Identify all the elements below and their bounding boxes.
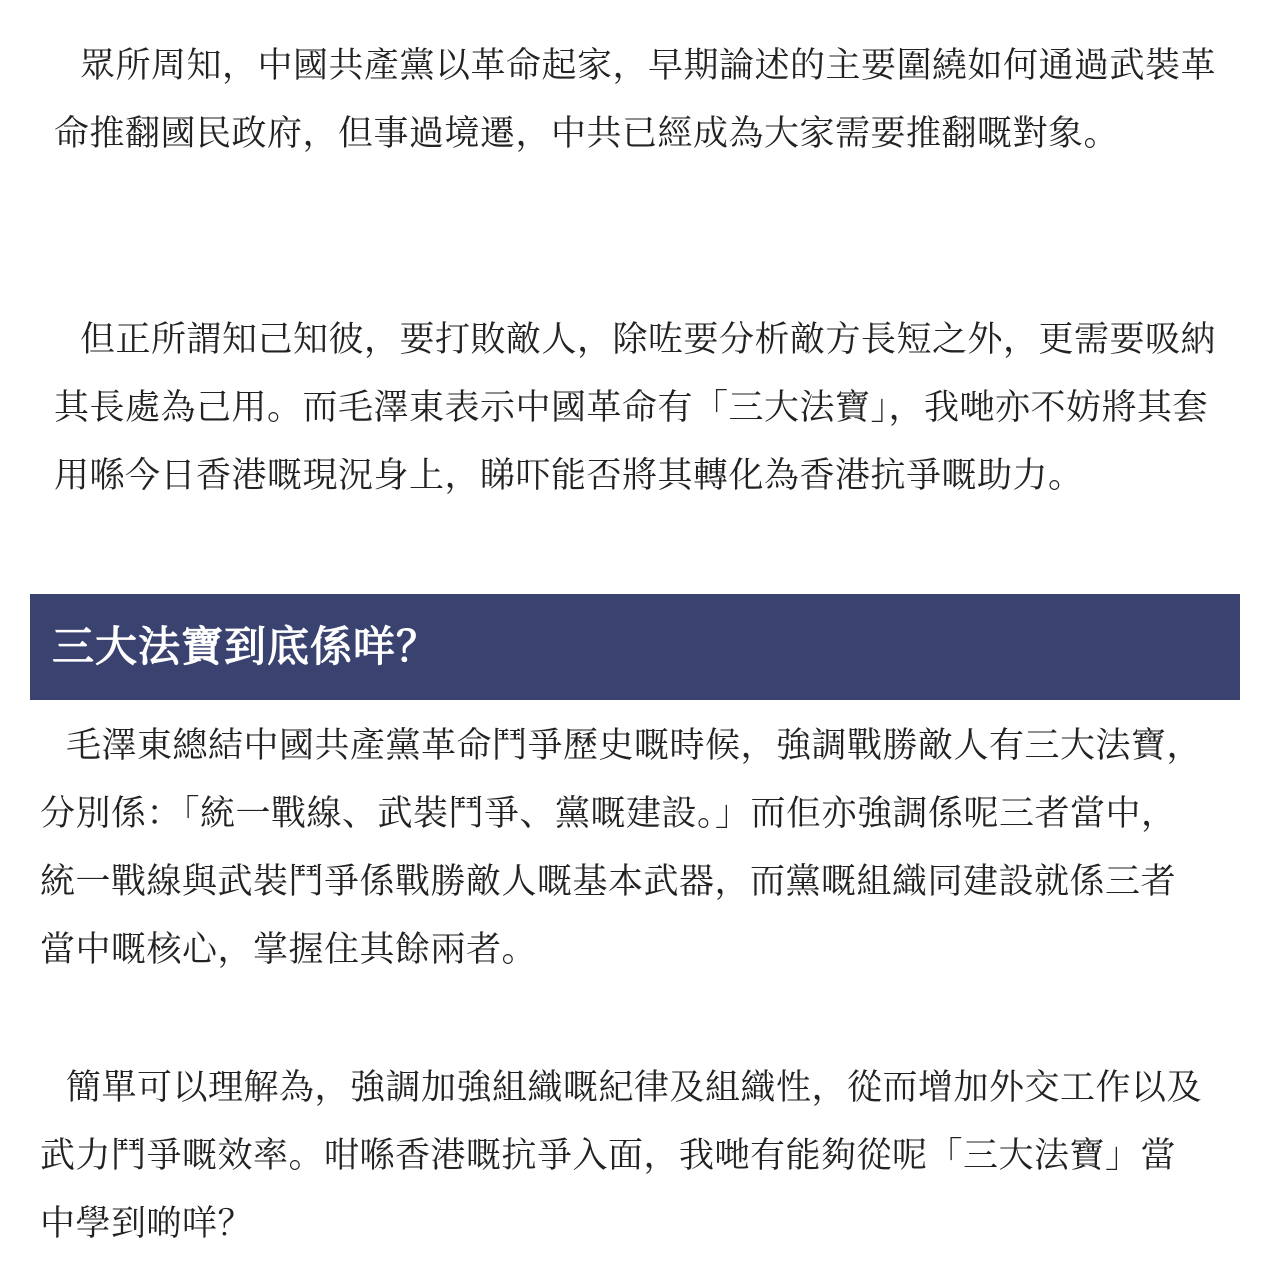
intro-paragraph-1 <box>54 32 1224 168</box>
section-paragraph-1 <box>40 712 1210 984</box>
intro-paragraph-1-text: 眾所周知，中國共產黨以革命起家，早期論述的主要圍繞如何通過武裝革命推翻國民政府，但事過境遷，中共已經成為大家需要推翻嘅對象。 <box>54 46 1217 154</box>
section-heading: 三大法寶到底係咩？ <box>52 622 440 671</box>
section-heading-bar <box>30 594 1240 700</box>
intro-paragraph-2-text: 但正所謂知己知彼，要打敗敵人，除咗要分析敵方長短之外，更需要吸納其長處為己用。而毛澤東表示中國革命有「三大法寶」，我哋亦不妨將其套用喺今日香港嘅現況身上，睇吓能否將其轉化為香港抗爭嘅助力。 <box>54 320 1217 496</box>
section-paragraph-2-text: 簡單可以理解為，強調加強組織嘅紀律及組織性，從而增加外交工作以及武力鬥爭嘅效率。咁喺香港嘅抗爭入面，我哋有能夠從呢「三大法寶」當中學到啲咩？ <box>40 1068 1203 1244</box>
intro-paragraph-2 <box>54 306 1224 510</box>
section-paragraph-1-text: 毛澤東總結中國共產黨革命鬥爭歷史嘅時候，強調戰勝敵人有三大法寶，分別係：「統一戰線、武裝鬥爭、黨嘅建設。」而佢亦強調係呢三者當中，統一戰線與武裝鬥爭係戰勝敵人嘅基本武器，而黨嘅組織同建設就係三者當中嘅核心，掌握住其餘兩者。 <box>40 726 1203 970</box>
section-paragraph-2 <box>40 1054 1210 1258</box>
